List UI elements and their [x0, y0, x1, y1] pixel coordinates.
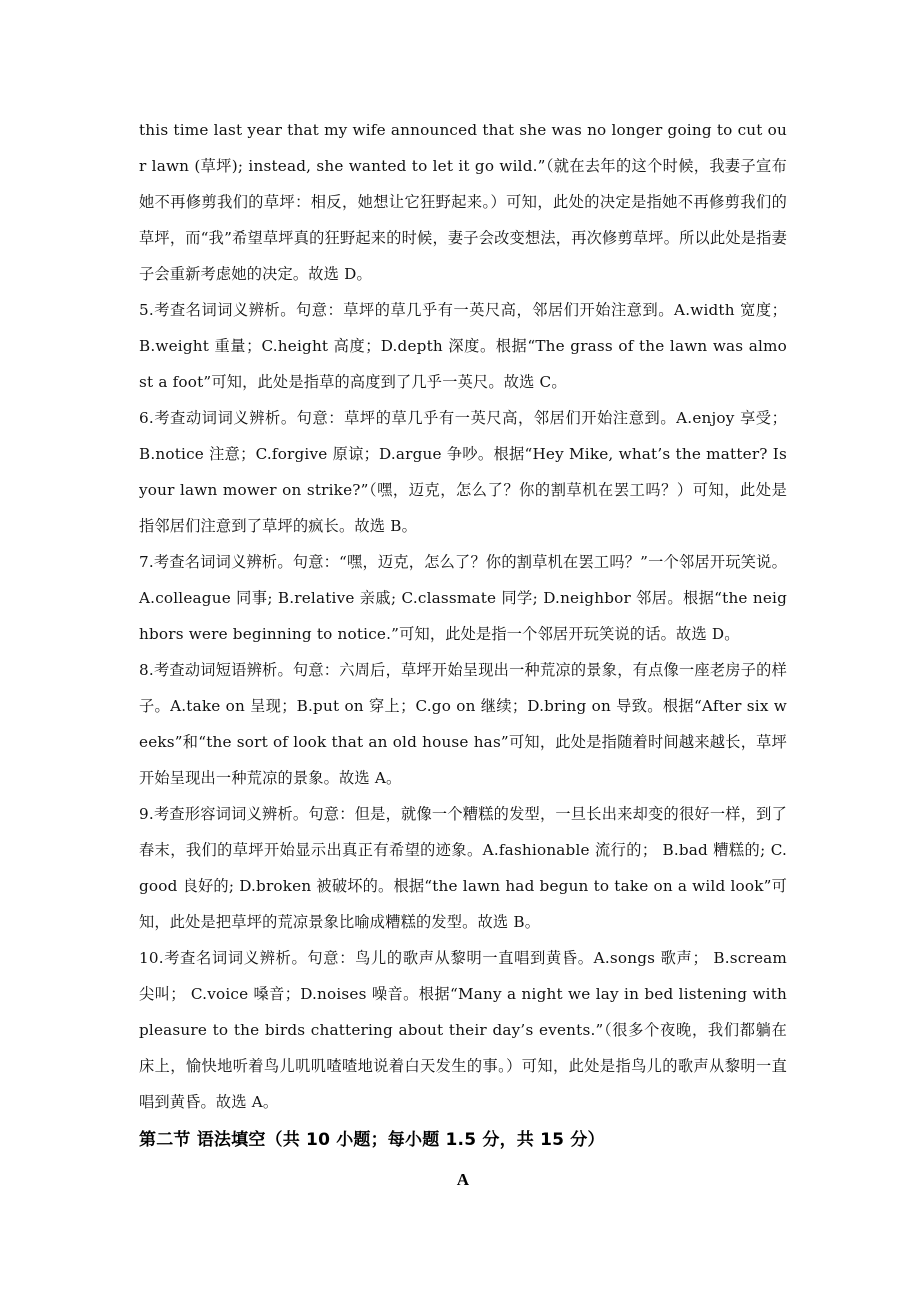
passage-label: A — [456, 1170, 470, 1189]
paragraph-q7: 7.考查名词词义辨析。句意：“嘿，迈克，怎么了？你的割草机在罢工吗？”一个邻居开玩笑说。A.colleague 同事; B.relative 亲戚; C.classmate 同学; D.neighbor 邻居。根据“the neighbors were beginning to notice.”可知，此处是指一个邻居开玩笑说的话。故选 D。 — [139, 553, 787, 643]
paragraph-q4-continuation: this time last year that my wife announced that she was no longer going to cut our lawn (草坪); instead, she wanted to let it go wild.”（就在去年的这个时候，我妻子宣布她不再修剪我们的草坪：相反，她想让它狂野起来。）可知，此处的决定是指她不再修剪我们的草坪，而“我”希望草坪真的狂野起来的时候，妻子会改变想法，再次修剪草坪。所以此处是指妻子会重新考虑她的决定。故选 D。 — [139, 121, 787, 283]
paragraph-q6: 6.考查动词词义辨析。句意：草坪的草几乎有一英尺高，邻居们开始注意到。A.enjoy 享受；B.notice 注意；C.forgive 原谅；D.argue 争吵。根据“Hey Mike, what’s the matter? Is your lawn mower on strike?”（嘿，迈克，怎么了？你的割草机在罢工吗？）可知，此处是指邻居们注意到了草坪的疯长。故选 B。 — [139, 409, 787, 535]
paragraph-q10: 10.考查名词词义辨析。句意：鸟儿的歌声从黎明一直唱到黄昏。A.songs 歌声； B.scream 尖叫； C.voice 嗓音；D.noises 噪音。根据“Many a night we lay in bed listening with pleasure to the birds chattering about their day’s events.”（很多个夜晚，我们都躺在床上，愉快地听着鸟儿叽叽喳喳地说着白天发生的事。）可知，此处是指鸟儿的歌声从黎明一直唱到黄昏。故选 A。 — [139, 949, 787, 1111]
paragraph-q8: 8.考查动词短语辨析。句意：六周后，草坪开始呈现出一种荒凉的景象，有点像一座老房子的样子。A.take on 呈现；B.put on 穿上；C.go on 继续；D.bring on 导致。根据“After six weeks”和“the sort of look that an old house has”可知，此处是指随着时间越来越长，草坪开始呈现出一种荒凉的景象。故选 A。 — [139, 661, 787, 787]
document-page — [139, 112, 787, 1200]
paragraph-q9: 9.考查形容词词义辨析。句意：但是，就像一个糟糕的发型，一旦长出来却变的很好一样，到了春末，我们的草坪开始显示出真正有希望的迹象。A.fashionable 流行的； B.bad 糟糕的; C.good 良好的; D.broken 被破坏的。根据“the lawn had begun to take on a wild look”可知，此处是把草坪的荒凉景象比喻成糟糕的发型。故选 B。 — [139, 805, 787, 931]
section-heading: 第二节 语法填空（共 10 小题；每小题 1.5 分，共 15 分） — [139, 1130, 605, 1150]
paragraph-q5: 5.考查名词词义辨析。句意：草坪的草几乎有一英尺高，邻居们开始注意到。A.width 宽度；B.weight 重量；C.height 高度；D.depth 深度。根据“The grass of the lawn was almost a foot”可知，此处是指草的高度到了几乎一英尺。故选 C。 — [139, 301, 787, 391]
